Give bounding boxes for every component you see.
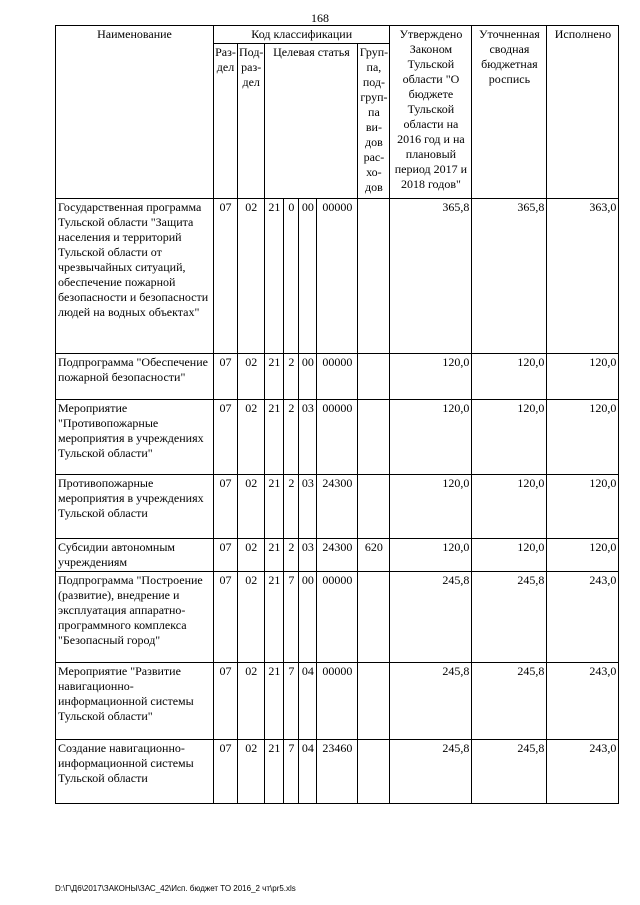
cell-razdel: 07 [214,400,238,475]
cell-razdel: 07 [214,199,238,354]
cell-t2: 7 [284,740,299,804]
cell-group: 620 [358,539,390,572]
cell-t4: 23460 [317,740,358,804]
budget-table [55,25,619,804]
cell-group [358,740,390,804]
cell-executed: 120,0 [547,400,619,475]
cell-executed: 243,0 [547,663,619,740]
cell-t1: 21 [265,663,284,740]
cell-razdel: 07 [214,740,238,804]
cell-name: Подпрограмма "Построение (развитие), внедрение и эксплуатация аппаратно-программного комплекса "Безопасный город" [56,572,214,663]
cell-t2: 7 [284,572,299,663]
cell-t3: 00 [299,354,317,400]
cell-group [358,400,390,475]
cell-name: Создание навигационно-информационной системы Тульской области [56,740,214,804]
cell-podrazdel: 02 [238,539,265,572]
cell-approved: 245,8 [390,572,472,663]
table-row [56,475,619,539]
cell-revised: 120,0 [472,539,547,572]
cell-approved: 120,0 [390,400,472,475]
cell-t1: 21 [265,539,284,572]
cell-group [358,354,390,400]
cell-podrazdel: 02 [238,199,265,354]
cell-t1: 21 [265,199,284,354]
cell-group [358,572,390,663]
cell-t3: 04 [299,663,317,740]
cell-t3: 00 [299,572,317,663]
header-podrazdel: Под-раз-дел [238,44,265,199]
table-row [56,663,619,740]
cell-revised: 120,0 [472,475,547,539]
cell-t4: 00000 [317,663,358,740]
cell-approved: 120,0 [390,354,472,400]
cell-name: Противопожарные мероприятия в учреждениях Тульской области [56,475,214,539]
cell-executed: 243,0 [547,572,619,663]
cell-t4: 00000 [317,572,358,663]
cell-revised: 245,8 [472,572,547,663]
cell-podrazdel: 02 [238,663,265,740]
cell-podrazdel: 02 [238,354,265,400]
header-razdel: Раз-дел [214,44,238,199]
cell-revised: 365,8 [472,199,547,354]
table-row [56,199,619,354]
cell-t2: 7 [284,663,299,740]
cell-t1: 21 [265,354,284,400]
cell-executed: 120,0 [547,539,619,572]
cell-approved: 120,0 [390,475,472,539]
cell-razdel: 07 [214,663,238,740]
cell-t3: 03 [299,400,317,475]
cell-t4: 24300 [317,475,358,539]
cell-revised: 120,0 [472,400,547,475]
cell-podrazdel: 02 [238,400,265,475]
cell-t1: 21 [265,400,284,475]
cell-name: Мероприятие "Противопожарные мероприятия в учреждениях Тульской области" [56,400,214,475]
table-row [56,539,619,572]
cell-t3: 00 [299,199,317,354]
header-name: Наименование [56,26,214,199]
cell-razdel: 07 [214,572,238,663]
cell-revised: 120,0 [472,354,547,400]
table-row [56,400,619,475]
table-row [56,572,619,663]
file-path-footer: D:\Г\Д6\2017\ЗАКОНЫ\ЗАС_42\Исп. бюджет ТО 2016_2 чт\pr5.xls [55,884,296,893]
cell-name: Подпрограмма "Обеспечение пожарной безопасности" [56,354,214,400]
cell-group [358,475,390,539]
header-approved: Утверждено Законом Тульской области "О бюджете Тульской области на 2016 год и на плановый период 2017 и 2018 годов" [390,26,472,199]
cell-t3: 03 [299,475,317,539]
cell-t1: 21 [265,475,284,539]
cell-executed: 120,0 [547,354,619,400]
cell-razdel: 07 [214,354,238,400]
cell-t4: 24300 [317,539,358,572]
cell-executed: 243,0 [547,740,619,804]
cell-t4: 00000 [317,199,358,354]
cell-executed: 120,0 [547,475,619,539]
cell-podrazdel: 02 [238,740,265,804]
cell-podrazdel: 02 [238,475,265,539]
table-row [56,354,619,400]
cell-name: Мероприятие "Развитие навигационно-информационной системы Тульской области" [56,663,214,740]
cell-executed: 363,0 [547,199,619,354]
cell-t1: 21 [265,740,284,804]
cell-group [358,663,390,740]
cell-razdel: 07 [214,475,238,539]
cell-t2: 2 [284,354,299,400]
cell-razdel: 07 [214,539,238,572]
cell-t2: 2 [284,400,299,475]
cell-name: Государственная программа Тульской области "Защита населения и территорий Тульской области от чрезвычайных ситуаций, обеспечение пожарной безопасности и безопасности людей на водных объектах" [56,199,214,354]
cell-approved: 245,8 [390,740,472,804]
cell-t4: 00000 [317,354,358,400]
header-target: Целевая статья [265,44,358,199]
cell-t1: 21 [265,572,284,663]
cell-t2: 2 [284,475,299,539]
cell-t3: 04 [299,740,317,804]
header-executed: Исполнено [547,26,619,199]
page-number: 168 [311,11,329,25]
cell-t2: 2 [284,539,299,572]
cell-t2: 0 [284,199,299,354]
table-row [56,740,619,804]
cell-name: Субсидии автономным учреждениям [56,539,214,572]
header-code-group: Код классификации [214,26,390,44]
cell-podrazdel: 02 [238,572,265,663]
cell-group [358,199,390,354]
cell-approved: 365,8 [390,199,472,354]
cell-revised: 245,8 [472,663,547,740]
cell-approved: 245,8 [390,663,472,740]
cell-revised: 245,8 [472,740,547,804]
cell-t3: 03 [299,539,317,572]
header-revised: Уточненная сводная бюджетная роспись [472,26,547,199]
cell-t4: 00000 [317,400,358,475]
header-group: Груп-па, под-груп-па ви-дов рас-хо-дов [358,44,390,199]
cell-approved: 120,0 [390,539,472,572]
